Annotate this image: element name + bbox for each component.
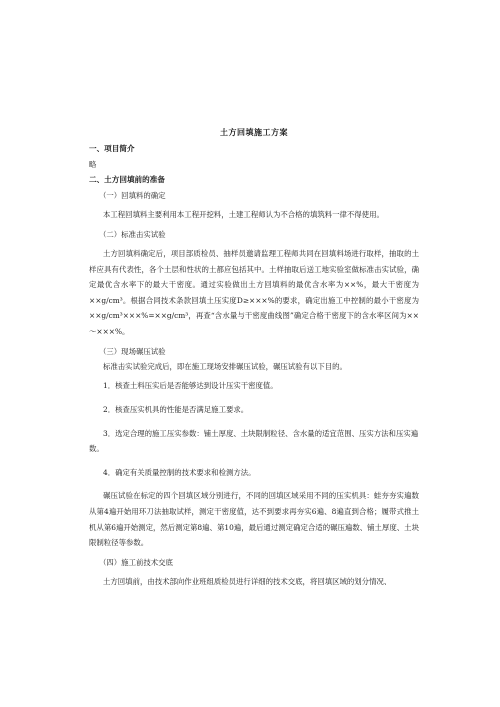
document-title: 土方回填施工方案 — [220, 127, 288, 137]
subsection-4-heading: （四）施工前技术交底 — [99, 557, 173, 567]
subsection-3-body: 碾压试验在标定的四个回填区域分别进行，不同的回填区域采用不同的压实机具：蛙夯夯实遍数从第4遍开始用环刀法抽取试样，测定干密度值，达不到要求再夯实6遍、8遍直到合格；履带式推土机从第6遍开始测定，然后测定第8遍、第10遍，最后通过测定确定合适的碾压遍数、铺土厚度、土块限制粒径等参数。 — [89, 491, 419, 548]
section-1-heading: 一、项目简介 — [89, 144, 135, 153]
subsection-2-heading: （二）标准击实试验 — [99, 229, 166, 239]
subsection-3-intro: 标准击实试验完成后，即在施工现场安排碾压试验，碾压试验有以下目的。 — [103, 361, 347, 371]
list-item: 1．核查土料压实后是否能够达到设计压实干密度值。 — [103, 381, 278, 391]
section-1-body: 略 — [89, 159, 97, 169]
subsection-3-heading: （三）现场碾压试验 — [99, 346, 166, 356]
document-body — [89, 128, 419, 598]
subsection-1-body: 本工程回填料主要利用本工程开挖料，土建工程师认为不合格的填筑料一律不得使用。 — [103, 210, 384, 219]
subsection-1-heading: （一）回填料的确定 — [99, 190, 166, 200]
subsection-2-body: 土方回填料确定后，项目部质检员、抽样员邀请监理工程师共同在回填料场进行取样，抽取的土样应具有代表性，各个土层和性状的土都应包括其中。土样抽取后送工地实验室做标准击实试验，确定最优含水率下的最大干密度。通过实验做出土方回填料的最优含水率为××%，最大干密度为××g/cm³。根据合同技术条款回填土压实度D≥×××%的要求，确定出施工中控制的最小干密度为××g/cm³×××%=××g/cm³，再查“含水量与干密度曲线图”确定合格干密度下的含水率区间为××～×××%。 — [89, 249, 419, 336]
list-item: 2．核查压实机具的性能是否满足施工要求。 — [103, 404, 249, 414]
section-2-heading: 二、土方回填前的准备 — [89, 175, 165, 184]
list-item: 3．选定合理的施工压实参数：铺土厚度、土块限制粒径、含水量的适宜范围、压实方法和压实遍数。 — [89, 428, 419, 454]
subsection-4-body: 土方回填前，由技术部向作业班组质检员进行详细的技术交底，将回填区域的划分情况、 — [103, 577, 392, 587]
list-item: 4．确定有关质量控制的技术要求和检测方法。 — [103, 467, 256, 477]
